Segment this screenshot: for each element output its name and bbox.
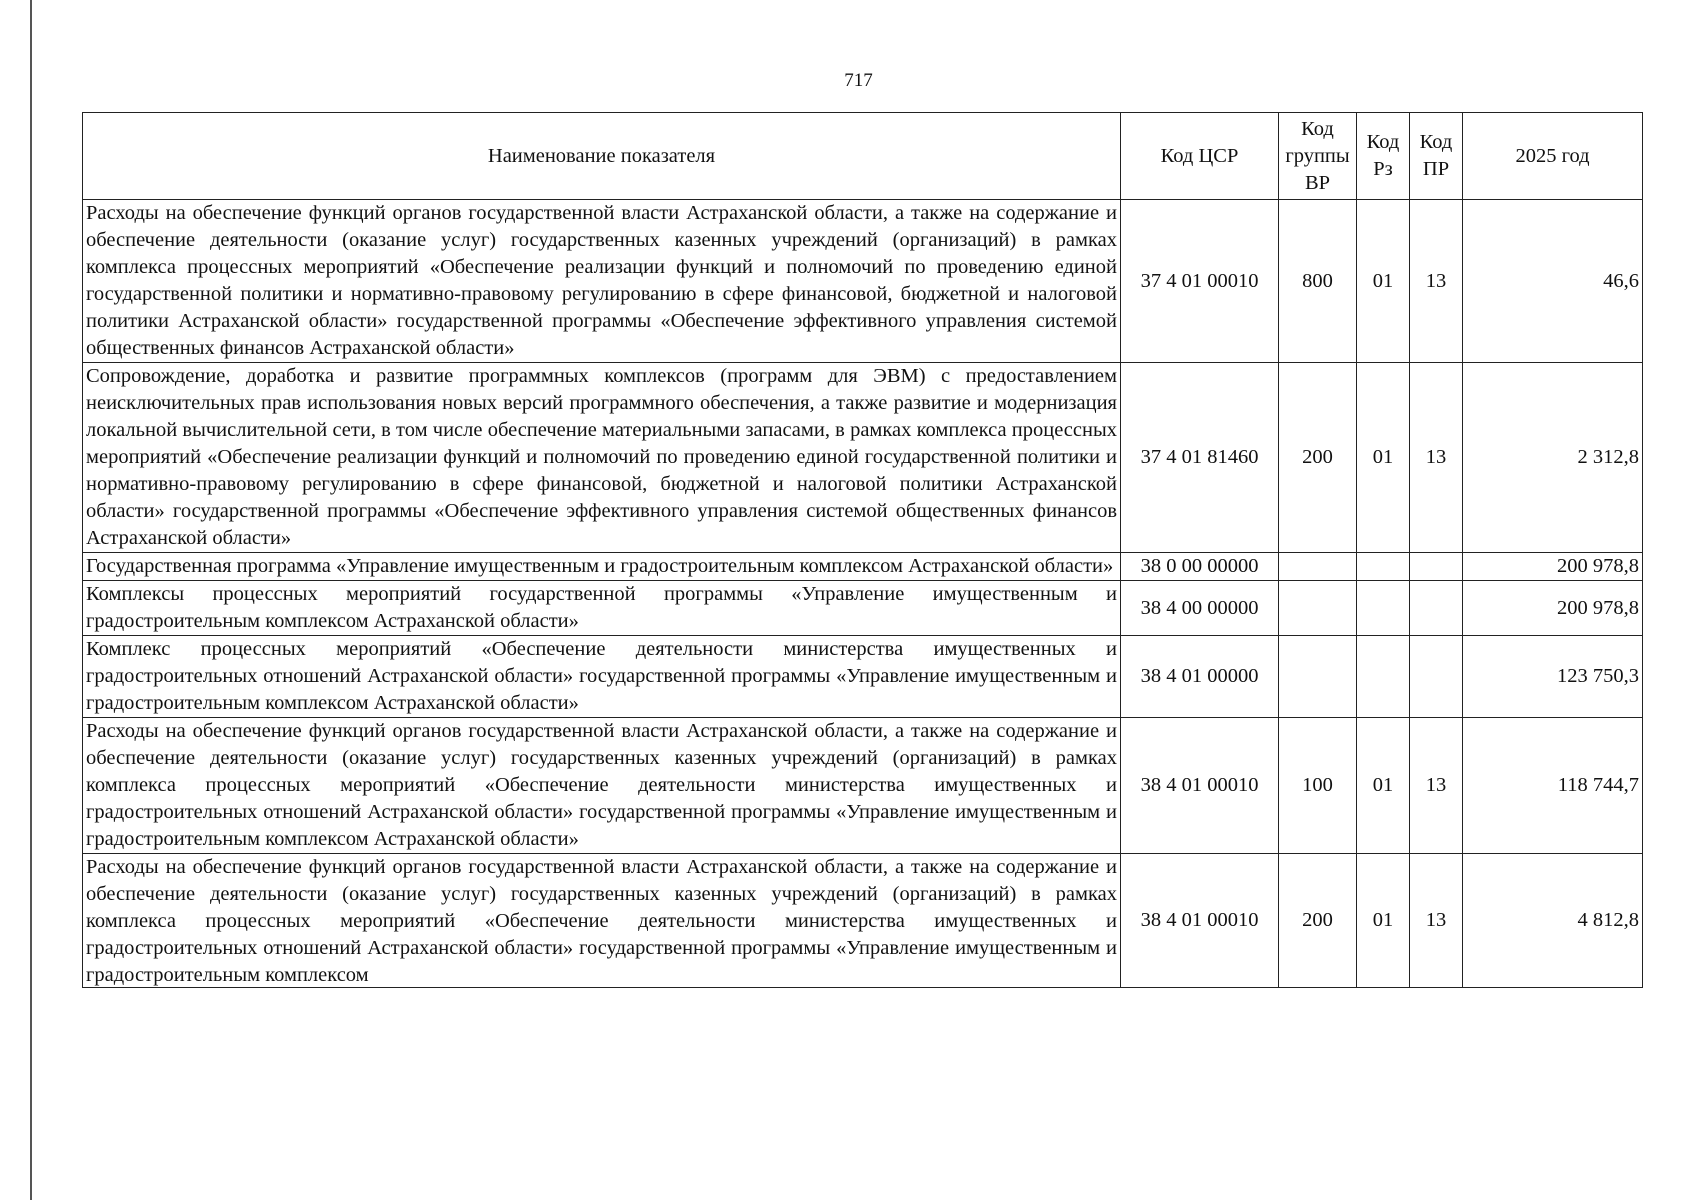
row-vr [1279,636,1357,718]
row-csr: 38 0 00 00000 [1121,553,1279,581]
table-row [83,200,1643,363]
row-name: Расходы на обеспечение функций органов государственной власти Астраханской области, а также на содержание и обеспечение деятельности (оказание услуг) государственных казенных учреждений (организаций) в рамках комплекса процессных мероприятий «Обеспечение деятельности министерства имущественных и градостроительных отношений Астраханской области» государственной программы «Управление имущественным и градостроительным комплексом [86,856,1117,986]
row-csr: 37 4 01 81460 [1121,363,1279,553]
header-vr: Код группы ВР [1279,113,1357,200]
row-name: Расходы на обеспечение функций органов государственной власти Астраханской области, а также на содержание и обеспечение деятельности (оказание услуг) государственных казенных учреждений (организаций) в рамках комплекса процессных мероприятий «Обеспечение деятельности министерства имущественных и градостроительных отношений Астраханской области» государственной программы «Управление имущественным и градостроительным комплексом Астраханской области» [83,718,1121,854]
header-csr: Код ЦСР [1121,113,1279,200]
row-amount: 46,6 [1463,200,1643,363]
row-amount: 4 812,8 [1463,854,1643,988]
row-name: Сопровождение, доработка и развитие программных комплексов (программ для ЭВМ) с предоставлением неисключительных прав использования новых версий программного обеспечения, а также развитие и модернизация локальной вычислительной сети, в том числе обеспечение материальными запасами, в рамках комплекса процессных мероприятий «Обеспечение реализации функций и полномочий по проведению единой государственной политики и нормативно-правовому регулированию в сфере финансовой, бюджетной и налоговой политики Астраханской области» государственной программы «Обеспечение эффективного управления системой общественных финансов Астраханской области» [83,363,1121,553]
row-vr: 800 [1279,200,1357,363]
header-pr: Код ПР [1410,113,1463,200]
row-name: Комплекс процессных мероприятий «Обеспечение деятельности министерства имущественных и градостроительных отношений Астраханской области» государственной программы «Управление имущественным и градостроительным комплексом Астраханской области» [83,636,1121,718]
header-name: Наименование показателя [83,113,1121,200]
row-pr: 13 [1410,854,1463,988]
row-pr: 13 [1410,200,1463,363]
header-rz: Код Рз [1357,113,1410,200]
table-row [83,553,1643,581]
row-amount: 2 312,8 [1463,363,1643,553]
row-amount: 123 750,3 [1463,636,1643,718]
row-vr: 100 [1279,718,1357,854]
row-amount: 200 978,8 [1463,581,1643,636]
row-rz: 01 [1357,200,1410,363]
row-name: Расходы на обеспечение функций органов государственной власти Астраханской области, а также на содержание и обеспечение деятельности (оказание услуг) государственных казенных учреждений (организаций) в рамках комплекса процессных мероприятий «Обеспечение реализации функций и полномочий по проведению единой государственной политики и нормативно-правовому регулированию в сфере финансовой, бюджетной и налоговой политики Астраханской области» государственной программы «Обеспечение эффективного управления системой общественных финансов Астраханской области» [83,200,1121,363]
row-vr: 200 [1279,363,1357,553]
row-csr: 37 4 01 00010 [1121,200,1279,363]
row-pr [1410,636,1463,718]
row-name: Государственная программа «Управление имущественным и градостроительным комплексом Астраханской области» [83,553,1121,581]
row-amount: 118 744,7 [1463,718,1643,854]
row-vr [1279,581,1357,636]
table-row [83,581,1643,636]
table-row [83,718,1643,854]
row-csr: 38 4 01 00000 [1121,636,1279,718]
row-name: Комплексы процессных мероприятий государственной программы «Управление имущественным и градостроительным комплексом Астраханской области» [83,581,1121,636]
table-header-row [83,113,1643,200]
row-rz [1357,553,1410,581]
row-pr [1410,553,1463,581]
row-pr: 13 [1410,718,1463,854]
row-csr: 38 4 01 00010 [1121,854,1279,988]
row-rz: 01 [1357,718,1410,854]
row-vr: 200 [1279,854,1357,988]
row-vr [1279,553,1357,581]
page-number: 717 [844,70,873,91]
table-row [83,636,1643,718]
table-row [83,363,1643,553]
row-rz [1357,636,1410,718]
row-rz: 01 [1357,854,1410,988]
row-pr: 13 [1410,363,1463,553]
header-amount: 2025 год [1463,113,1643,200]
row-rz [1357,581,1410,636]
row-rz: 01 [1357,363,1410,553]
row-pr [1410,581,1463,636]
row-csr: 38 4 00 00000 [1121,581,1279,636]
table-row [83,854,1643,988]
row-csr: 38 4 01 00010 [1121,718,1279,854]
row-amount: 200 978,8 [1463,553,1643,581]
budget-table [82,112,1643,988]
left-margin-rule [30,0,32,1200]
row-name-cell [83,854,1121,988]
